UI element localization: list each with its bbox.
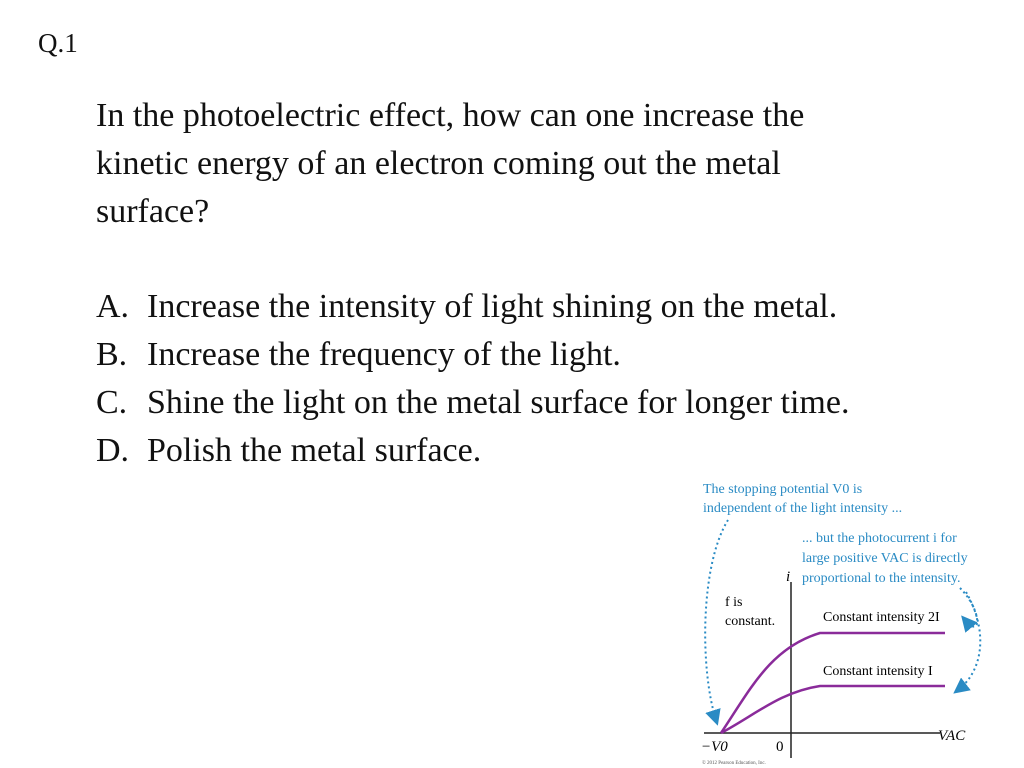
curve-intensity-i [721, 686, 945, 733]
f-note-line: f is [725, 595, 743, 610]
option-letter: D. [96, 432, 130, 469]
callout-top-line: The stopping potential V0 is [703, 482, 863, 497]
photocurrent-graph [690, 470, 1010, 768]
curve-intensity-2i [721, 633, 945, 733]
option-c [96, 379, 849, 427]
intensity-arrow-lower [958, 592, 980, 690]
copyright: © 2012 Pearson Education, Inc. [702, 761, 766, 766]
option-text: Increase the intensity of light shining on the metal. [147, 288, 838, 325]
option-b [96, 331, 849, 379]
question-number: Q.1 [38, 28, 78, 58]
question-text [96, 92, 996, 236]
curve-label: Constant intensity 2I [823, 610, 940, 625]
photoelectric-figure [690, 470, 1010, 768]
question-line: kinetic energy of an electron coming out the metal [96, 145, 781, 182]
callout-right-line: ... but the photocurrent i for [802, 531, 957, 546]
callout-right-line: proportional to the intensity. [802, 571, 961, 586]
question-line: In the photoelectric effect, how can one increase the [96, 97, 805, 134]
option-d [96, 427, 849, 475]
option-text: Polish the metal surface. [147, 432, 482, 469]
question-line: surface? [96, 193, 210, 230]
curve-label: Constant intensity I [823, 664, 933, 679]
option-a [96, 283, 849, 331]
x-tick-label: 0 [776, 739, 784, 755]
option-text: Increase the frequency of the light. [147, 336, 621, 373]
y-axis-label: i [786, 569, 791, 585]
option-letter: C. [96, 384, 128, 421]
answer-options [96, 283, 849, 475]
callout-right-line: large positive VAC is directly [802, 551, 968, 566]
option-text: Shine the light on the metal surface for longer time. [147, 384, 850, 421]
x-axis-label: VAC [938, 728, 966, 744]
callout-top-line: independent of the light intensity ... [703, 501, 903, 516]
intensity-arrow-upper [960, 588, 977, 627]
option-letter: A. [96, 288, 130, 325]
f-note-line: constant. [725, 614, 776, 629]
option-letter: B. [96, 336, 128, 373]
x-tick-label: −V0 [701, 739, 728, 755]
